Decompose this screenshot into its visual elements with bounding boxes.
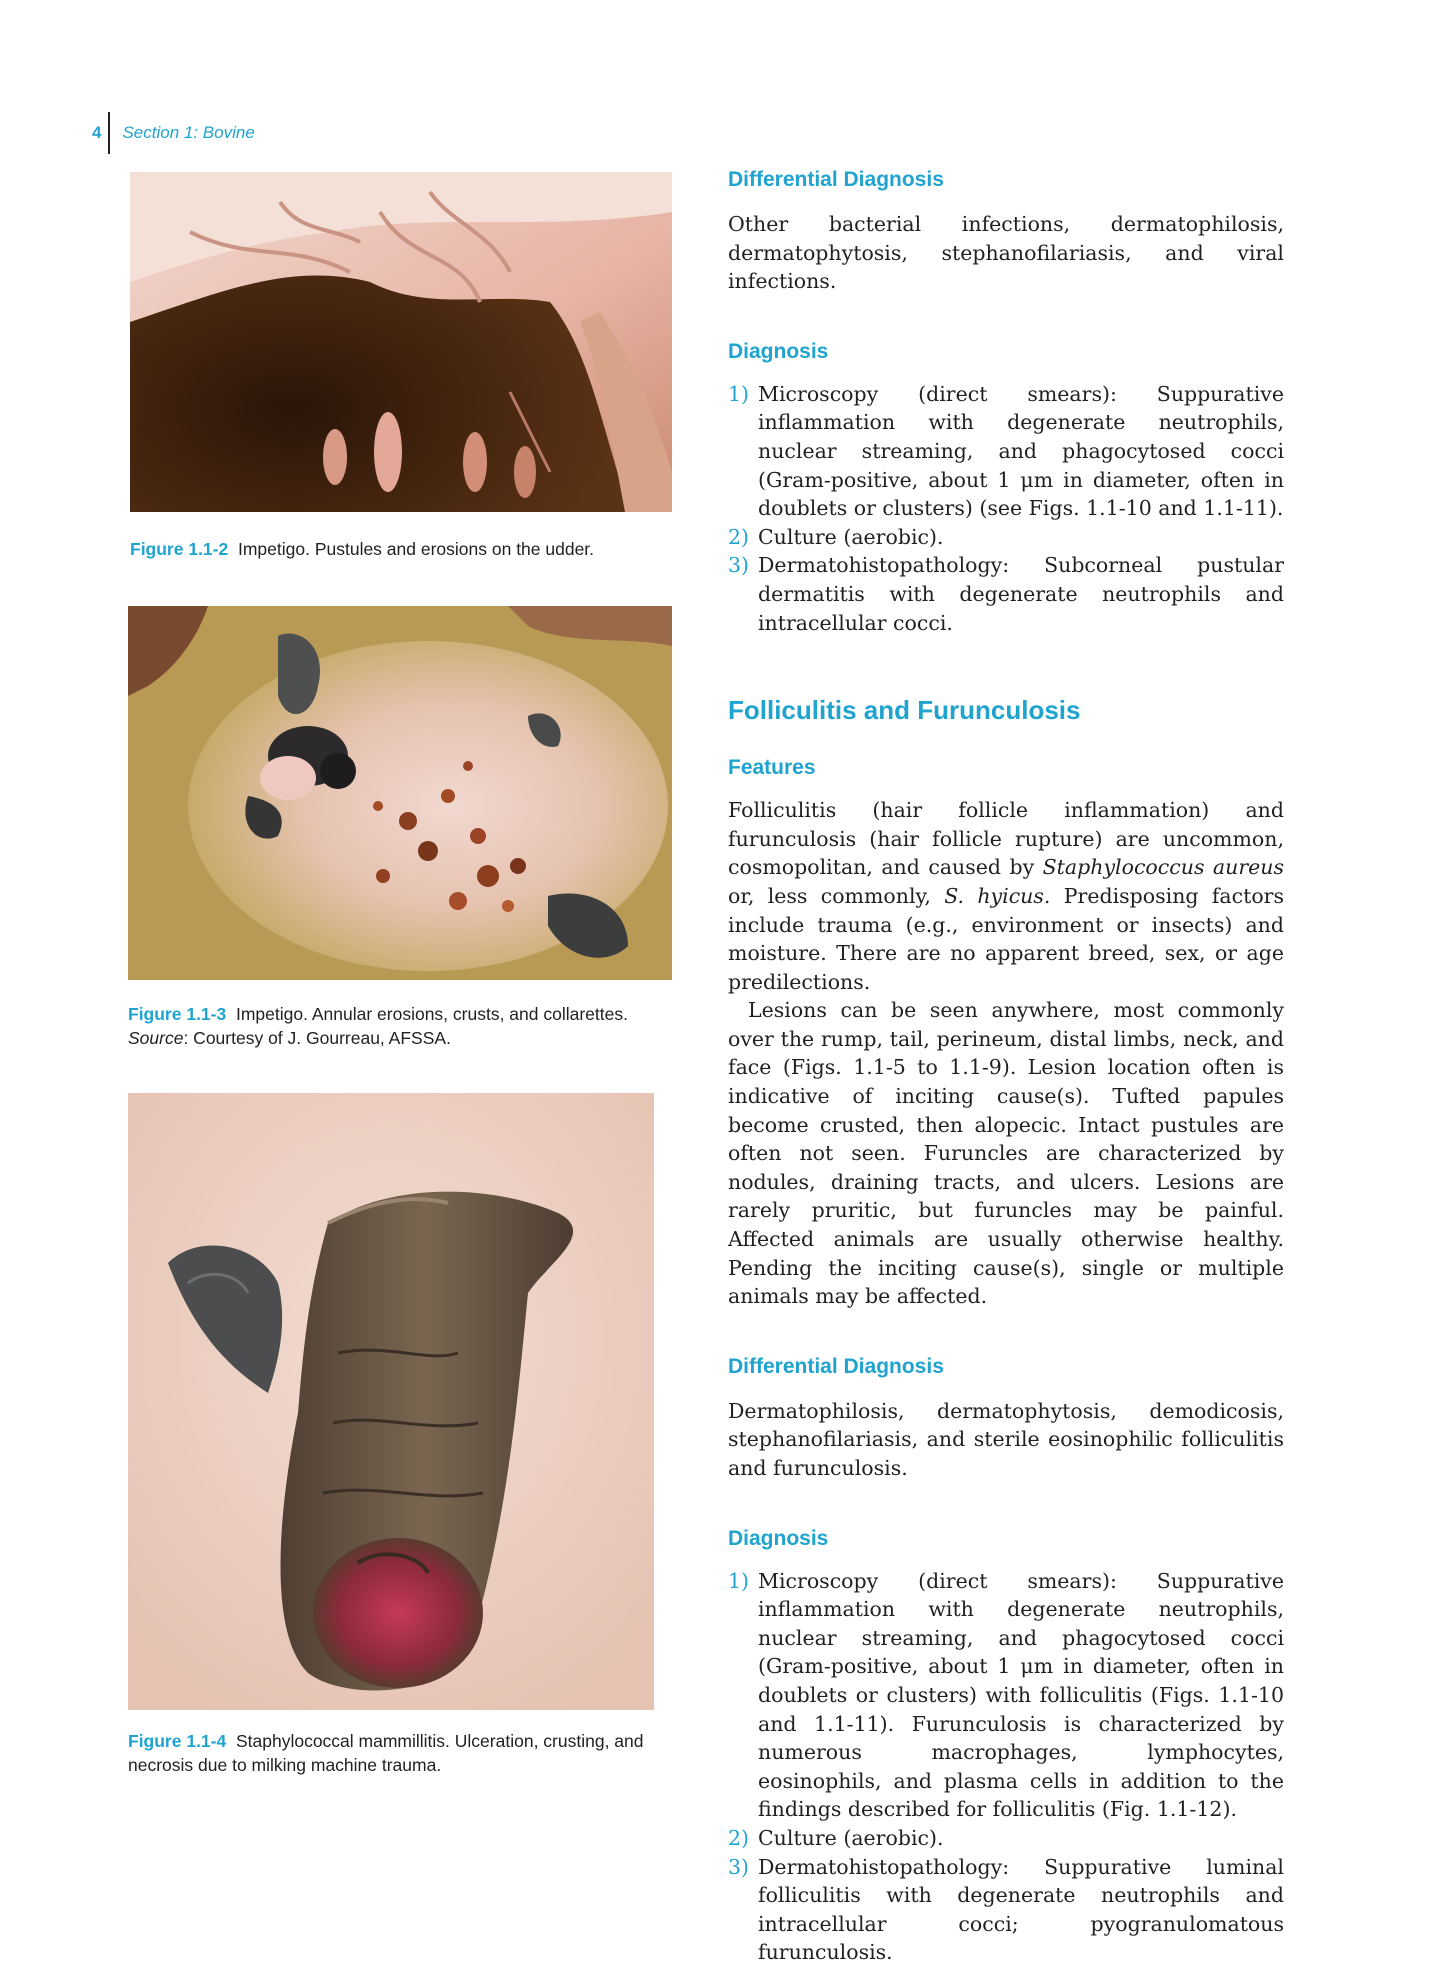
figure-1-1-2-photo	[130, 172, 672, 512]
list-item: 3) Dermatohistopathology: Suppurative luminal folliculitis with degenerate neutrophils and intracellular cocci; pyogranulomatous furunculosis.	[728, 1854, 1284, 1965]
list-item: 3) Dermatohistopathology: Subcorneal pustular dermatitis with degenerate neutrophils and intracellular cocci.	[728, 553, 1284, 635]
list-item: 1) Microscopy (direct smears): Suppurative inflammation with degenerate neutrophils, nuclear streaming, and phagocytosed cocci (Gram-positive, about 1 μm in diameter, often in doublets or clusters) with folliculitis (Figs. 1.1-10 and 1.1-11). Furunculosis is characterized by numerous macrophages, lymphocytes, eosinophils, and plasma cells in addition to the findings described for folliculitis (Fig. 1.1-12).	[728, 1568, 1284, 1822]
list-item: 2) Culture (aerobic).	[728, 1825, 944, 1850]
caption-text: Impetigo. Annular erosions, crusts, and collarettes.	[235, 1004, 628, 1024]
figure-1-1-3-photo	[128, 606, 672, 980]
list-item: 2) Culture (aerobic).	[728, 524, 944, 549]
diagnosis-heading: Diagnosis	[728, 1526, 829, 1550]
source-label: Source	[128, 1028, 184, 1048]
figure-label: Figure 1.1-4	[128, 1731, 227, 1751]
section-title: Section 1: Bovine	[122, 123, 255, 142]
figure-label: Figure 1.1-2	[130, 539, 229, 559]
page-number: 4	[92, 123, 102, 142]
figure-1-1-2-caption	[130, 537, 690, 561]
differential-diagnosis-heading: Differential Diagnosis	[728, 1354, 944, 1378]
features-heading: Features	[728, 756, 816, 780]
caption-text: Impetigo. Pustules and erosions on the udder.	[237, 539, 595, 559]
figure-1-1-3-caption	[128, 1002, 688, 1050]
diagnosis-heading: Diagnosis	[728, 339, 829, 363]
folliculitis-title: Folliculitis and Furunculosis	[728, 695, 1081, 726]
features-paragraph-2: Lesions can be seen anywhere, most commonly over the rump, tail, perineum, distal limbs, neck, and face (Figs. 1.1-5 to 1.1-9). Lesion location often is indicative of inciting cause(s). Tufted papules become crusted, then alopecic. Intact pustules are often not seen. Furuncles are characterized by nodules, draining tracts, and ulcers. Lesions are rarely pruritic, but furuncles may be painful. Affected animals are usually otherwise healthy. Pending the inciting cause(s), single or multiple animals may be affected.	[728, 998, 1284, 1309]
differential-diagnosis-text: Other bacterial infections, dermatophilosis, dermatophytosis, stephanofilariasis, and viral infections.	[728, 212, 1284, 294]
figure-label: Figure 1.1-3	[128, 1004, 227, 1024]
list-item: 1) Microscopy (direct smears): Suppurative inflammation with degenerate neutrophils, nuclear streaming, and phagocytosed cocci (Gram-positive, about 1 μm in diameter, often in doublets or clusters) (see Figs. 1.1-10 and 1.1-11).	[728, 381, 1284, 521]
source-text: : Courtesy of J. Gourreau, AFSSA.	[183, 1028, 451, 1048]
differential-diagnosis-heading: Differential Diagnosis	[728, 168, 944, 191]
features-paragraph-1: Folliculitis (hair follicle inflammation) and furunculosis (hair follicle rupture) are uncommon, cosmopolitan, and caused by Staphylococcus aureus or, less commonly, S. hyicus. Predisposing factors include trauma (e.g., environment or insects) and moisture. There are no apparent breed, sex, or age predilections.	[728, 798, 1285, 994]
figure-1-1-4-photo	[128, 1093, 654, 1710]
diagnosis-list	[728, 1567, 1284, 1967]
right-column	[728, 168, 1284, 1967]
differential-diagnosis-text: Dermatophilosis, dermatophytosis, demodicosis, stephanofilariasis, and sterile eosinophilic folliculitis and furunculosis.	[728, 1398, 1284, 1480]
caption-text: Staphylococcal mammillitis. Ulceration, crusting, and necrosis due to milking machine trauma.	[128, 1731, 644, 1775]
figure-1-1-4-caption	[128, 1729, 698, 1777]
running-header	[92, 112, 255, 154]
diagnosis-list	[728, 380, 1284, 637]
